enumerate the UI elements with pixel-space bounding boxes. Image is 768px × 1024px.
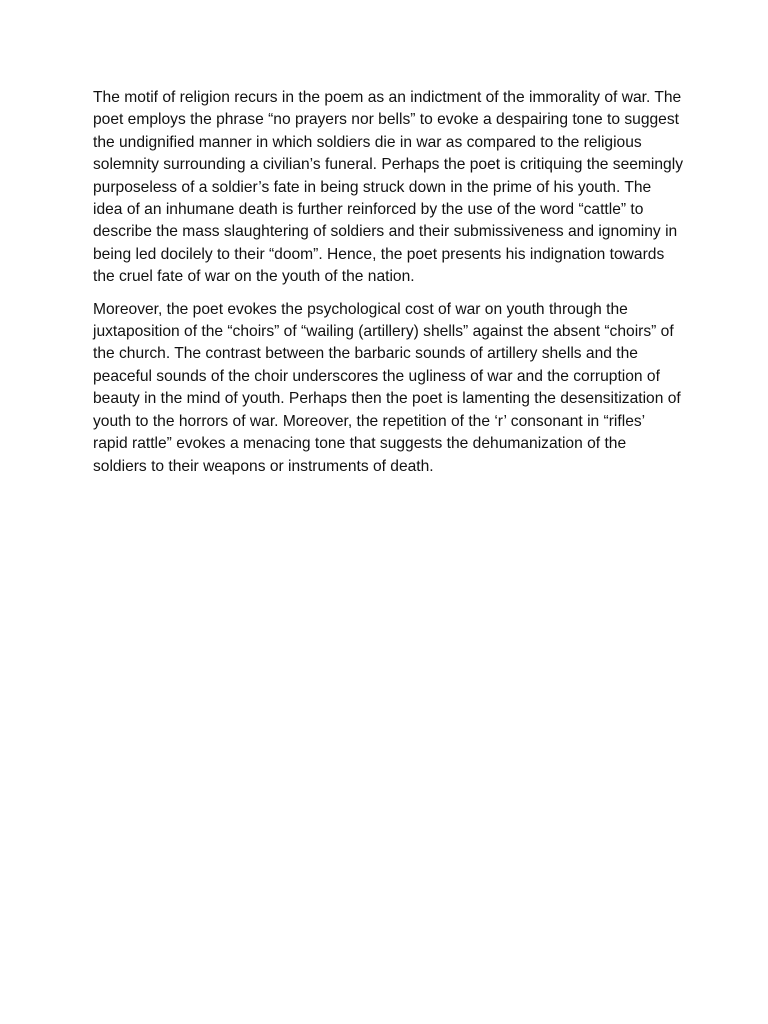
document-body — [93, 87, 683, 488]
paragraph-religion-motif: The motif of religion recurs in the poem as an indictment of the immorality of war. The poet employs the phrase “no prayers nor bells” to evoke a despairing tone to suggest the undignified manner in which soldiers die in war as compared to the religious solemnity surrounding a civilian’s funeral. Perhaps the poet is critiquing the seemingly purposeless of a soldier’s fate in being struck down in the prime of his youth. The idea of an inhumane death is further reinforced by the use of the word “cattle” to describe the mass slaughtering of soldiers and their submissiveness and ignominy in being led docilely to their “doom”. Hence, the poet presents his indignation towards the cruel fate of war on the youth of the nation. — [93, 89, 683, 286]
paragraph-psychological-cost: Moreover, the poet evokes the psychological cost of war on youth through the juxtaposition of the “choirs” of “wailing (artillery) shells” against the absent “choirs” of the church. The contrast between the barbaric sounds of artillery shells and the peaceful sounds of the choir underscores the ugliness of war and the corruption of beauty in the mind of youth. Perhaps then the poet is lamenting the desensitization of youth to the horrors of war. Moreover, the repetition of the ‘r’ consonant in “rifles’ rapid rattle” evokes a menacing tone that suggests the dehumanization of the soldiers to their weapons or instruments of death. — [93, 300, 681, 475]
